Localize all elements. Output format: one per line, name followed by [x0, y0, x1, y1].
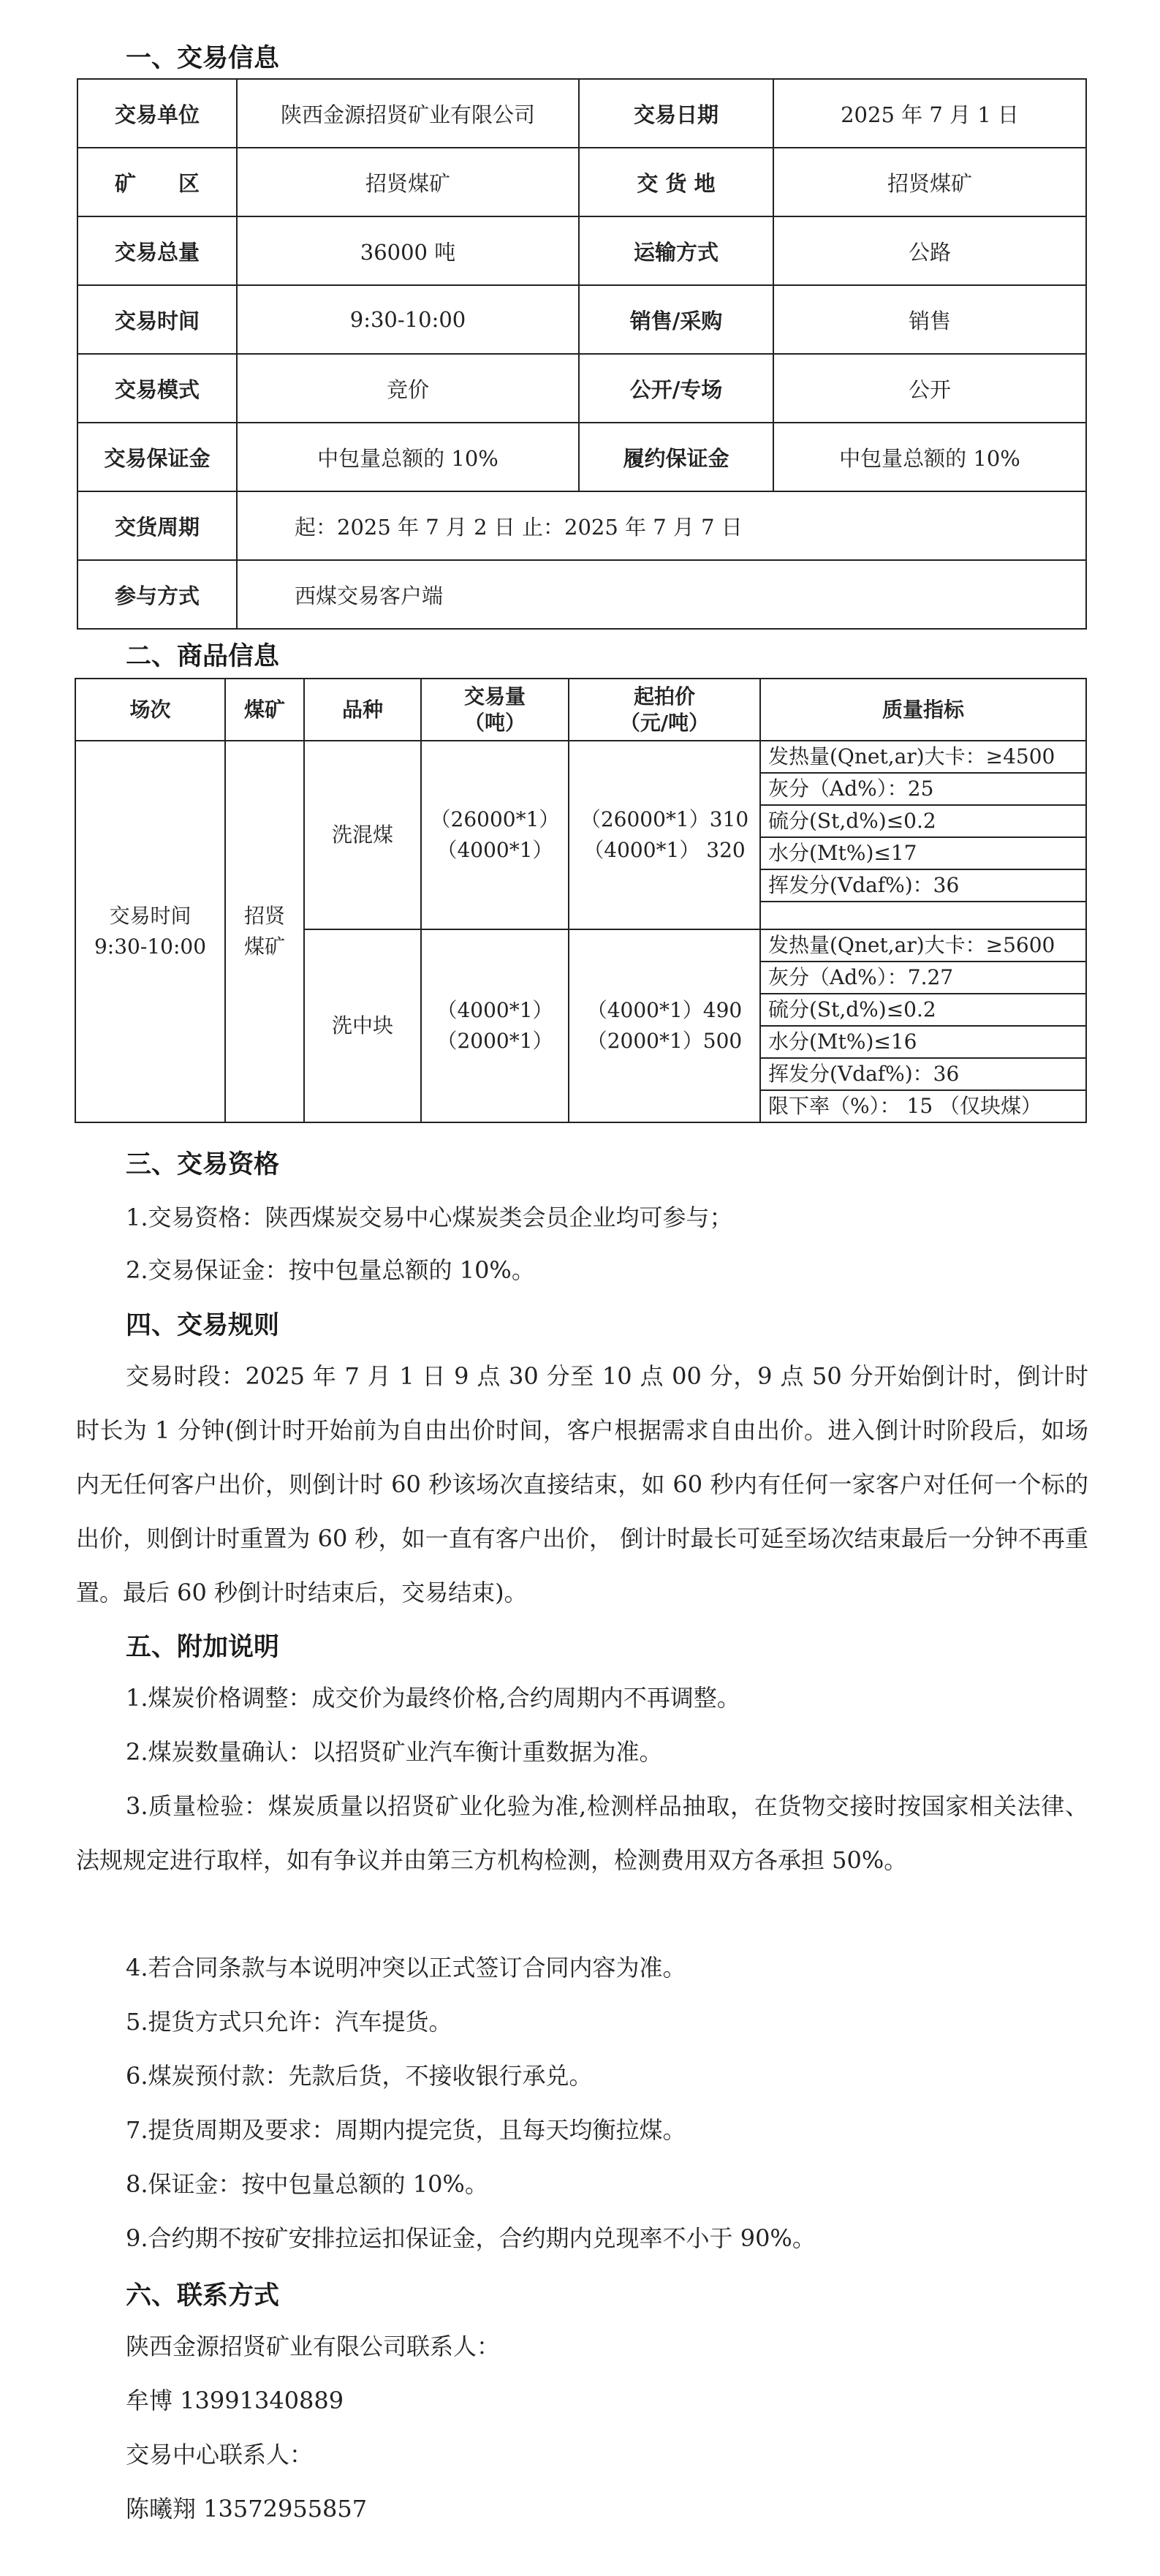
- header-mine: 煤矿: [225, 679, 304, 741]
- section-trade-info-heading: 一、交易信息: [126, 44, 280, 73]
- goods-table: [75, 678, 1087, 1123]
- header-quality: 质量指标: [760, 679, 1086, 741]
- public-value: 公开: [773, 354, 1086, 423]
- quality-item: 挥发分(Vdaf%)：36: [760, 1058, 1086, 1090]
- variety-cell: 洗中块: [304, 929, 421, 1122]
- mode-label: 交易模式: [77, 354, 237, 423]
- quality-item: 发热量(Qnet,ar)大卡：≥4500: [760, 741, 1086, 773]
- header-session: 场次: [75, 679, 225, 741]
- note-item: 7.提货周期及要求：周期内提完货，且每天均衡拉煤。: [126, 2116, 686, 2144]
- note-item: 4.若合同条款与本说明冲突以正式签订合同内容为准。: [126, 1954, 686, 1982]
- place-label: 交 货 地: [579, 148, 773, 216]
- note-item: 2.煤炭数量确认：以招贤矿业汽车衡计重数据为准。: [126, 1738, 663, 1766]
- quality-item: 挥发分(Vdaf%)：36: [760, 869, 1086, 902]
- mine-value: 招贤煤矿: [237, 148, 579, 216]
- section-goods-heading: 二、商品信息: [126, 642, 280, 671]
- time-value: 9:30-10:00: [237, 285, 579, 354]
- unit-value: 陕西金源招贤矿业有限公司: [237, 79, 579, 148]
- mine-label: 矿 区: [77, 148, 237, 216]
- quality-item: 灰分（Ad%）：25: [760, 773, 1086, 805]
- note-item: 9.合约期不按矿安排拉运扣保证金，合约期内兑现率不小于 90%。: [126, 2224, 816, 2252]
- session-cell: 交易时间 9:30-10:00: [75, 741, 225, 1122]
- rules-paragraph: 交易时段：2025 年 7 月 1 日 9 点 30 分至 10 点 00 分，9 点 50 分开始倒计时，倒计时时长为 1 分钟(倒计时开始前为自由出价时间，客户根据需求自由出价。进入倒计时阶段后，如场内无任何客户出价，则倒计时 60 秒该场次直接结束，如 60 秒内有任何一家客户对任何一个标的出价，则倒计时重置为 60 秒，如一直有客户出价， 倒计时最长可延至场次结束最后一分钟不再重置。最后 60 秒倒计时结束后，交易结束)。: [76, 1362, 1088, 1606]
- contact-line: 牟博 13991340889: [126, 2387, 344, 2414]
- perf-value: 中包量总额的 10%: [773, 423, 1086, 491]
- variety-cell: 洗混煤: [304, 741, 421, 929]
- table-row: [77, 560, 1086, 629]
- total-label: 交易总量: [77, 216, 237, 285]
- contact-line: 陕西金源招贤矿业有限公司联系人：: [126, 2333, 501, 2360]
- quality-item: 灰分（Ad%）：7.27: [760, 962, 1086, 994]
- place-value: 招贤煤矿: [773, 148, 1086, 216]
- unit-label: 交易单位: [77, 79, 237, 148]
- qualification-item: 1.交易资格：陕西煤炭交易中心煤炭类会员企业均可参与；: [126, 1204, 733, 1231]
- header-price: 起拍价 （元/吨）: [569, 679, 760, 741]
- date-label: 交易日期: [579, 79, 773, 148]
- table-row: [77, 423, 1086, 491]
- price-cell: （4000*1）490 （2000*1）500: [569, 929, 760, 1122]
- total-value: 36000 吨: [237, 216, 579, 285]
- transport-label: 运输方式: [579, 216, 773, 285]
- table-row: [77, 354, 1086, 423]
- trade-info-table: [77, 78, 1087, 630]
- note-item: 5.提货方式只允许：汽车提货。: [126, 2008, 452, 2036]
- volume-cell: （4000*1） （2000*1）: [421, 929, 569, 1122]
- time-label: 交易时间: [77, 285, 237, 354]
- mode-value: 竞价: [237, 354, 579, 423]
- table-row: [77, 148, 1086, 216]
- period-value: 起：2025 年 7 月 2 日 止：2025 年 7 月 7 日: [237, 491, 1086, 560]
- table-row: [77, 285, 1086, 354]
- quality-item: 硫分(St,d%)≤0.2: [760, 994, 1086, 1026]
- deposit-value: 中包量总额的 10%: [237, 423, 579, 491]
- public-label: 公开/专场: [579, 354, 773, 423]
- mine-cell: 招贤 煤矿: [225, 741, 304, 1122]
- quality-item: 水分(Mt%)≤17: [760, 837, 1086, 869]
- volume-cell: （26000*1） （4000*1）: [421, 741, 569, 929]
- quality-item: 发热量(Qnet,ar)大卡：≥5600: [760, 929, 1086, 962]
- quality-item: 限下率（%）： 15 （仅块煤）: [760, 1090, 1086, 1122]
- header-variety: 品种: [304, 679, 421, 741]
- note-item: 3.质量检验：煤炭质量以招贤矿业化验为准,检测样品抽取，在货物交接时按国家相关法律、法规规定进行取样，如有争议并由第三方机构检测，检测费用双方各承担 50%。: [76, 1792, 1088, 1874]
- note-item: 8.保证金：按中包量总额的 10%。: [126, 2170, 488, 2198]
- table-row: [77, 216, 1086, 285]
- date-value: 2025 年 7 月 1 日: [773, 79, 1086, 148]
- transport-value: 公路: [773, 216, 1086, 285]
- table-row: [77, 79, 1086, 148]
- header-volume: 交易量 （吨）: [421, 679, 569, 741]
- join-label: 参与方式: [77, 560, 237, 629]
- quality-item: 硫分(St,d%)≤0.2: [760, 805, 1086, 837]
- section-rules-heading: 四、交易规则: [126, 1311, 280, 1340]
- deposit-label: 交易保证金: [77, 423, 237, 491]
- qualification-item: 2.交易保证金：按中包量总额的 10%。: [126, 1256, 535, 1284]
- section-notes-heading: 五、附加说明: [126, 1633, 280, 1662]
- section-qualification-heading: 三、交易资格: [126, 1150, 280, 1179]
- sale-value: 销售: [773, 285, 1086, 354]
- period-label: 交货周期: [77, 491, 237, 560]
- table-header-row: [75, 679, 1086, 741]
- perf-label: 履约保证金: [579, 423, 773, 491]
- quality-item: 水分(Mt%)≤16: [760, 1026, 1086, 1058]
- contact-line: 陈曦翔 13572955857: [126, 2495, 368, 2523]
- price-cell: （26000*1）310 （4000*1） 320: [569, 741, 760, 929]
- table-row: [75, 741, 1086, 773]
- join-value: 西煤交易客户端: [237, 560, 1086, 629]
- note-item: 6.煤炭预付款：先款后货，不接收银行承兑。: [126, 2062, 593, 2090]
- quality-item: [760, 902, 1086, 929]
- section-contacts-heading: 六、联系方式: [126, 2281, 280, 2311]
- note-item: 1.煤炭价格调整：成交价为最终价格,合约周期内不再调整。: [126, 1684, 740, 1712]
- sale-label: 销售/采购: [579, 285, 773, 354]
- table-row: [77, 491, 1086, 560]
- contact-line: 交易中心联系人：: [126, 2441, 314, 2469]
